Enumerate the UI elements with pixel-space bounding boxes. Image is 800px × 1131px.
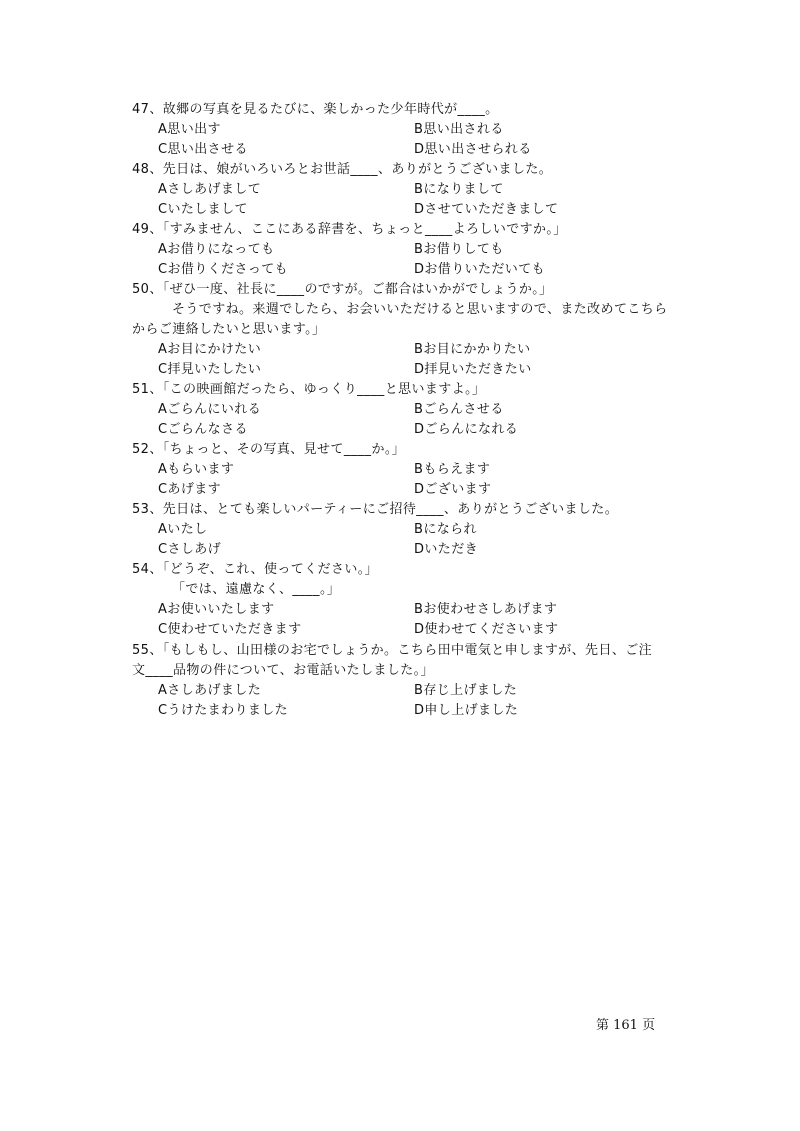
option-c: Cうけたまわりました — [158, 703, 289, 718]
option-b: Bになられ — [414, 522, 477, 537]
question-54 — [132, 560, 692, 640]
question-text-continued: そうですね。来週でしたら、お会いいただけると思いますので、また改めてこちら — [172, 302, 668, 317]
option-d: Dございます — [414, 482, 492, 497]
option-row — [132, 600, 692, 620]
option-row — [132, 140, 692, 160]
question-51 — [132, 380, 692, 440]
option-c: C拝見いたしたい — [158, 362, 262, 377]
option-d: Dごらんになれる — [414, 422, 519, 437]
option-b: B思い出される — [414, 122, 504, 137]
option-row — [132, 120, 692, 140]
option-a: Aお使いいたします — [158, 602, 275, 617]
option-a: Aさしあげまして — [158, 182, 262, 197]
option-row — [132, 200, 692, 220]
option-row — [132, 480, 692, 500]
question-53 — [132, 500, 692, 560]
option-a: Aごらんにいれる — [158, 402, 262, 417]
option-a: Aいたし — [158, 522, 208, 537]
option-row — [132, 340, 692, 360]
question-47 — [132, 100, 692, 160]
option-row — [132, 681, 692, 701]
question-text-continued: からご連絡したいと思います。」 — [132, 322, 326, 337]
question-text: 54、「どうぞ、これ、使ってください。」 — [132, 562, 379, 577]
option-c: Cあげます — [158, 482, 222, 497]
question-50 — [132, 280, 692, 380]
question-text: 50、「ぜひ一度、社長に____のですが。ご都合はいかがでしょうか。」 — [132, 282, 553, 297]
question-text: 53、先日は、とても楽しいパーティーにご招待____、ありがとうございました。 — [132, 502, 619, 517]
option-c: C使わせていただきます — [158, 622, 302, 637]
option-row — [132, 540, 692, 560]
question-text: 51、「この映画館だったら、ゆっくり____と思いますよ。」 — [132, 382, 486, 397]
option-c: Cいたしまして — [158, 202, 248, 217]
question-49 — [132, 220, 692, 280]
question-text: 47、故郷の写真を見るたびに、楽しかった少年時代が____。 — [132, 102, 499, 117]
option-d: Dいただき — [414, 542, 479, 557]
option-b: Bごらんさせる — [414, 402, 504, 417]
option-a: Aもらいます — [158, 462, 235, 477]
question-text: 49、「すみません、ここにある辞書を、ちょっと____よろしいですか。」 — [132, 222, 567, 237]
option-row — [132, 360, 692, 380]
option-row — [132, 180, 692, 200]
option-row — [132, 260, 692, 280]
option-row — [132, 240, 692, 260]
question-text-continued: 「では、遠慮なく、____。」 — [172, 582, 341, 597]
option-b: Bお目にかかりたい — [414, 342, 531, 357]
option-b: Bお借りしても — [414, 242, 504, 257]
option-b: Bもらえます — [414, 462, 491, 477]
option-a: Aお目にかけたい — [158, 342, 262, 357]
option-d: Dさせていただきまして — [414, 202, 559, 217]
option-a: A思い出す — [158, 122, 221, 137]
option-d: D拝見いただきたい — [414, 362, 532, 377]
option-row — [132, 400, 692, 420]
question-52 — [132, 440, 692, 500]
question-text-continued: 文____品物の件について、お電話いたしました。」 — [132, 663, 434, 678]
question-text: 48、先日は、娘がいろいろとお世話____、ありがとうございました。 — [132, 162, 553, 177]
question-text: 55、「もしもし、山田様のお宅でしょうか。こちら田中電気と申しますが、先日、ご注 — [132, 643, 653, 658]
option-a: Aお借りになっても — [158, 242, 275, 257]
option-c: Cさしあげ — [158, 542, 222, 557]
option-b: Bになりまして — [414, 182, 504, 197]
option-d: D申し上げました — [414, 703, 519, 718]
question-text: 52、「ちょっと、その写真、見せて____か。」 — [132, 442, 406, 457]
option-d: D思い出させられる — [414, 142, 532, 157]
option-d: D使わせてくださいます — [414, 622, 559, 637]
option-c: C思い出させる — [158, 142, 248, 157]
option-b: B存じ上げました — [414, 683, 518, 698]
option-d: Dお借りいただいても — [414, 262, 546, 277]
option-b: Bお使わせさしあげます — [414, 602, 558, 617]
option-row — [132, 620, 692, 640]
question-48 — [132, 160, 692, 220]
page-number: 第 161 页 — [596, 1018, 656, 1033]
option-row — [132, 460, 692, 480]
option-c: Cお借りくださっても — [158, 262, 289, 277]
question-55 — [132, 641, 692, 721]
option-row — [132, 520, 692, 540]
option-a: Aさしあげました — [158, 683, 262, 698]
option-row — [132, 420, 692, 440]
option-c: Cごらんなさる — [158, 422, 248, 437]
option-row — [132, 701, 692, 721]
